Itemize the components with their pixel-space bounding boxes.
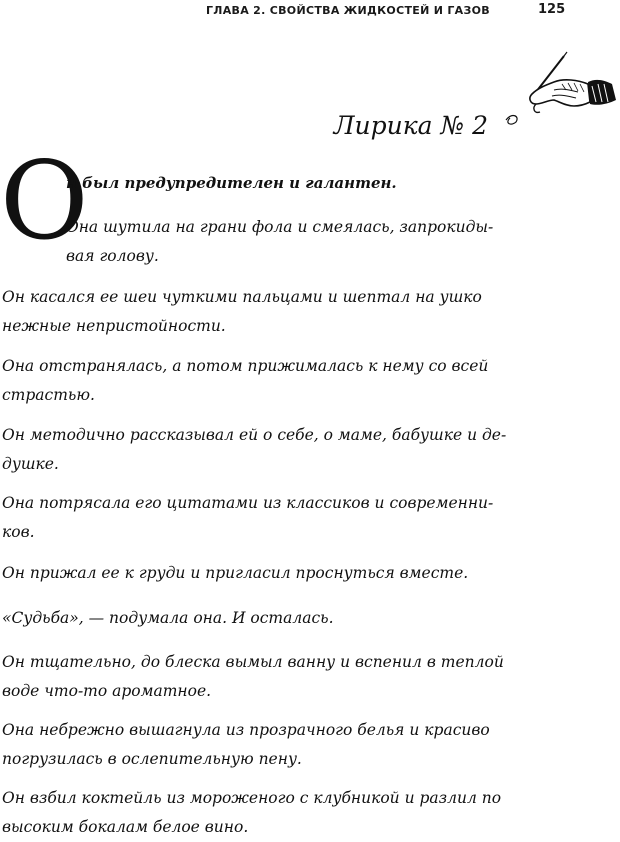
paragraph-line: Он взбил коктейль из мороженого с клубникой и разлил по — [2, 789, 502, 807]
paragraph-line: «Судьба», — подумала она. И осталась. — [2, 609, 334, 627]
paragraph-line: Он тщательно, до блеска вымыл ванну и вспенил в теплой — [2, 653, 504, 671]
paragraph-line: воде что-то ароматное. — [2, 682, 212, 700]
paragraph-line: Она потрясала его цитатами из классиков и современни- — [2, 494, 494, 512]
paragraph-line: вая голову. — [66, 247, 159, 265]
paragraph-line: погрузилась в ослепительную пену. — [2, 750, 302, 768]
hand-with-pen-icon — [492, 50, 620, 128]
paragraph-line: Он прижал ее к груди и пригласил проснуться вместе. — [2, 564, 469, 582]
paragraph-line: Она отстранялась, а потом прижималась к нему со всей — [2, 357, 489, 375]
paragraph-line: ков. — [2, 523, 35, 541]
paragraph-line: высоким бокалам белое вино. — [2, 818, 249, 836]
paragraph — [2, 716, 494, 774]
running-header: ГЛАВА 2. СВОЙСТВА ЖИДКОСТЕЙ И ГАЗОВ — [206, 4, 490, 17]
paragraph-line: Он методично рассказывал ей о себе, о маме, бабушке и де- — [2, 426, 507, 444]
paragraph-line: Она небрежно вышагнула из прозрачного белья и красиво — [2, 721, 490, 739]
lead-sentence: н был предупредителен и галантен. — [66, 174, 397, 192]
paragraph — [2, 648, 504, 706]
paragraph — [66, 213, 496, 271]
paragraph — [2, 283, 494, 341]
paragraph-line: Он касался ее шеи чуткими пальцами и шептал на ушко — [2, 288, 482, 306]
paragraph — [2, 421, 507, 479]
paragraph — [2, 559, 494, 588]
paragraph-line: нежные непристойности. — [2, 317, 226, 335]
paragraph — [2, 489, 494, 547]
paragraph — [2, 604, 494, 633]
paragraph-line: Она шутила на грани фола и смеялась, запрокиды- — [66, 218, 494, 236]
section-title: Лирика № 2 — [333, 111, 488, 140]
drop-cap: О — [0, 139, 89, 264]
page-number: 125 — [538, 2, 566, 17]
paragraph-line: страстью. — [2, 386, 95, 404]
paragraph — [2, 784, 502, 842]
paragraph-line: душке. — [2, 455, 59, 473]
paragraph — [2, 352, 494, 410]
